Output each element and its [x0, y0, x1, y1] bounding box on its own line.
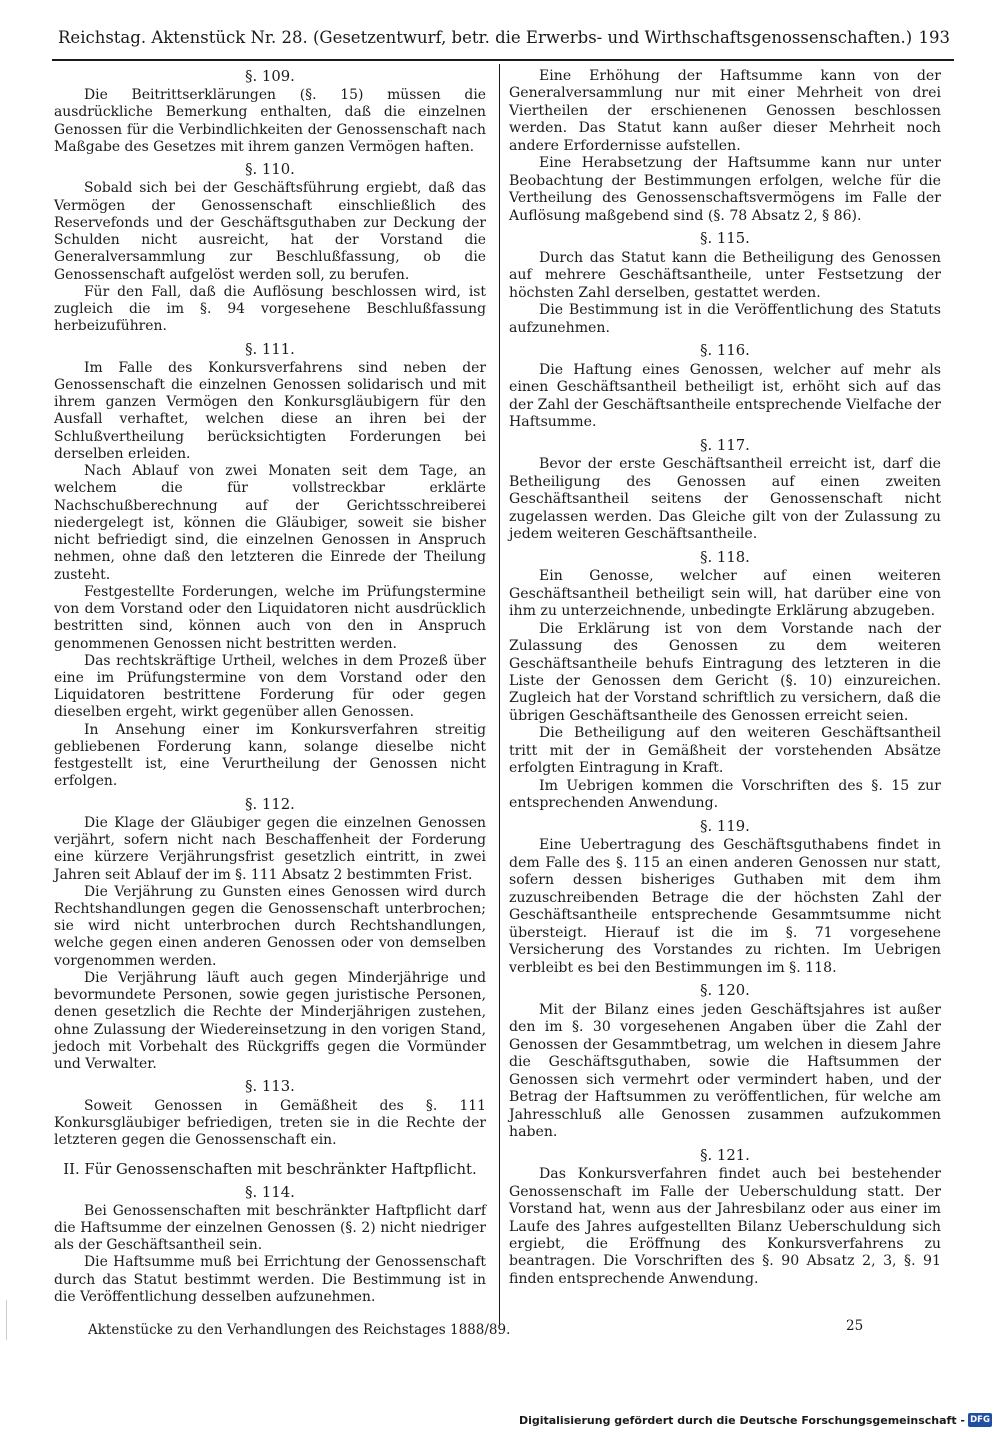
paragraph: Die Verjährung zu Gunsten eines Genossen wird durch Rechtshandlungen gegen die Genossenschaft unterbrochen; sie wird nicht unterbrochen durch Rechtshandlungen, welche gegen einen anderen Genossen oder von demselben vorgenommen werden. [54, 883, 486, 969]
paragraph: Das Konkursverfahren findet auch bei bestehender Genossenschaft im Falle der Ueberschuldung statt. Der Vorstand hat, wenn aus der Jahresbilanz oder aus einer im Laufe des Jahres aufgestellten Bilanz Ueberschuldung sich ergiebt, die Eröffnung des Konkursverfahrens zu beantragen. Die Vorschriften des §. 90 Absatz 2, 3, §. 91 finden entsprechende Anwendung. [509, 1166, 941, 1287]
running-header [58, 26, 950, 56]
paragraph: Die Bestimmung ist in die Veröffentlichung des Statuts aufzunehmen. [509, 302, 941, 336]
paragraph: In Ansehung einer im Konkursverfahren streitig gebliebenen Forderung kann, solange dieselbe nicht festgestellt ist, eine Verurtheilung der Genossen nicht erfolgen. [54, 721, 486, 790]
paragraph: Für den Fall, daß die Auflösung beschlossen wird, ist zugleich die im §. 94 vorgesehene Beschlußfassung herbeizuführen. [54, 283, 486, 335]
page-number: 193 [918, 28, 950, 47]
section-heading: §. 117. [700, 436, 750, 454]
paragraph: Nach Ablauf von zwei Monaten seit dem Tage, an welchem die für vollstreckbar erklärte Nachschußberechnung auf der Gerichtsschreiberei niedergelegt ist, können die Gläubiger, soweit sie bisher nicht befriedigt sind, die einzelnen Genossen in Anspruch nehmen, ohne daß den letzteren die Einrede der Theilung zusteht. [54, 463, 486, 583]
section-heading: §. 109. [245, 68, 295, 85]
section-heading: §. 113. [245, 1078, 295, 1096]
subsection-heading: II. Für Genossenschaften mit beschränkter Haftpflicht. [63, 1161, 477, 1179]
paragraph: Im Uebrigen kommen die Vorschriften des §. 15 zur entsprechenden Anwendung. [509, 777, 941, 812]
section-heading: §. 110. [245, 161, 295, 179]
section-heading: §. 118. [700, 548, 750, 566]
dfg-logo-icon: DFG [968, 1413, 992, 1427]
paragraph: Sobald sich bei der Geschäftsführung ergiebt, daß das Vermögen der Genossenschaft einschließlich des Reservefonds und der Geschäftsguthaben zur Deckung der Schulden nicht ausreicht, hat der Vorstand die Generalversammlung zur Beschlußfassung, ob die Genossenschaft aufgelöst werden soll, zu berufen. [54, 180, 486, 283]
header-rule [52, 59, 954, 61]
section-heading: §. 116. [700, 342, 750, 360]
section-heading: §. 119. [700, 817, 750, 835]
credit-text: Digitalisierung gefördert durch die Deutsche Forschungsgemeinschaft - [518, 1413, 965, 1427]
section-heading: §. 111. [245, 340, 295, 358]
paragraph: Die Erklärung ist von dem Vorstande nach der Zulassung des Genossen zu dem weiteren Geschäftsantheile behufs Eintragung des letzteren in die Liste der Genossen dem Gericht (§. 10) einzureichen. Zugleich hat der Vorstand schriftlich zu versichern, daß die übrigen Geschäftsantheile des Genossen erreicht seien. [509, 620, 941, 724]
paragraph: Bei Genossenschaften mit beschränkter Haftpflicht darf die Haftsumme der einzelnen Genossen (§. 2) nicht niedriger als der Geschäftsantheil sein. [54, 1202, 486, 1254]
paragraph: Das rechtskräftige Urtheil, welches in dem Prozeß über eine im Prüfungstermine von dem Vorstand oder den Liquidatoren bestrittene Forderung für oder gegen dieselben ergeht, wirkt gegenüber allen Genossen. [54, 652, 486, 721]
column-divider [499, 64, 500, 1326]
paragraph: Eine Herabsetzung der Haftsumme kann nur unter Beobachtung der Bestimmungen erfolgen, welche für die Vertheilung des Genossenschaftsvermögens im Falle der Auflösung maßgebend sind (§. 78 Absatz 2, § 86). [509, 155, 941, 224]
paragraph: Durch das Statut kann die Betheiligung des Genossen auf mehrere Geschäftsantheile, unter Festsetzung der höchsten Zahl derselben, gestattet werden. [509, 249, 941, 301]
paragraph: Ein Genosse, welcher auf einen weiteren Geschäftsantheil betheiligt sein will, hat darüber eine von ihm zu unterzeichnende, unbedingte Erklärung abzugeben. [509, 568, 941, 620]
source-note: Aktenstücke zu den Verhandlungen des Reichstages 1888/89. [88, 1322, 511, 1338]
paragraph: Bevor der erste Geschäftsantheil erreicht ist, darf die Betheiligung des Genossen auf einen zweiten Geschäftsantheil seitens der Genossenschaft nicht zugelassen werden. Das Gleiche gilt von der Zulassung zu jedem weiteren Geschäftsantheile. [509, 456, 941, 543]
paragraph: Die Beitrittserklärungen (§. 15) müssen die ausdrückliche Bemerkung enthalten, daß die einzelnen Genossen für die Verbindlichkeiten der Genossenschaft nach Maßgabe des Gesetzes mit ihrem ganzen Vermögen haften. [54, 87, 486, 155]
section-heading: §. 115. [700, 230, 750, 248]
paragraph: Eine Erhöhung der Haftsumme kann von der Generalversammlung nur mit einer Mehrheit von drei Viertheilen der erschienenen Genossen beschlossen werden. Das Statut kann außer dieser Mehrheit noch andere Erfordernisse aufstellen. [509, 68, 941, 154]
paragraph: Festgestellte Forderungen, welche im Prüfungstermine von dem Vorstand oder den Liquidatoren nicht ausdrücklich bestritten sind, können auch von den in Anspruch genommenen Genossen nicht bestritten werden. [54, 583, 486, 652]
paragraph: Die Haftsumme muß bei Errichtung der Genossenschaft durch das Statut bestimmt werden. Die Bestimmung ist in die Veröffentlichung desselben aufzunehmen. [54, 1254, 486, 1305]
sheet-number: 25 [846, 1318, 864, 1334]
paragraph: Eine Uebertragung des Geschäftsguthabens findet in dem Falle des §. 115 an einen anderen Genossen nur statt, sofern dessen bisheriges Guthaben mit dem ihm zuzuschreibenden Betrage die der höchsten Zahl der Geschäftsantheile entsprechende Gesammtsumme nicht übersteigt. Hierauf ist die im §. 71 vorgesehene Versicherung des Vorstandes zu richten. Im Uebrigen verbleibt es bei den Bestimmungen im §. 118. [509, 837, 941, 976]
running-title: Reichstag. Aktenstück Nr. 28. (Gesetzentwurf, betr. die Erwerbs- und Wirthschaftsgenossenschaften.) [58, 28, 913, 47]
paragraph: Die Betheiligung auf den weiteren Geschäftsantheil tritt mit der in Gemäßheit der vorstehenden Absätze erfolgten Eintragung in Kraft. [509, 725, 941, 777]
paragraph: Die Verjährung läuft auch gegen Minderjährige und bevormundete Personen, sowie gegen juristische Personen, denen gesetzlich die Rechte der Minderjährigen zustehen, ohne Zulassung der Wiedereinsetzung in den vorigen Stand, jedoch mit Vorbehalt des Rückgriffs gegen die Vormünder und Verwalter. [54, 969, 486, 1073]
left-column [54, 68, 486, 1306]
digitization-credit [519, 1412, 992, 1428]
section-heading: §. 112. [245, 795, 295, 813]
right-column [509, 68, 941, 1288]
scan-edge-mark [6, 1300, 7, 1340]
paragraph: Mit der Bilanz eines jeden Geschäftsjahres ist außer den im §. 30 vorgesehenen Angaben über die Zahl der Genossen der Gesammtbetrag, um welchen in diesem Jahre die Geschäftsguthaben, sowie die Haftsummen der Genossen sich vermehrt oder vermindert haben, und der Betrag der Haftsummen zu veröffentlichen, für welche am Jahresschluß alle Genossen zusammen aufzukommen haben. [509, 1001, 941, 1141]
paragraph: Soweit Genossen in Gemäßheit des §. 111 Konkursgläubiger befriedigen, treten sie in die Rechte der letzteren gegen die Genossenschaft ein. [54, 1097, 486, 1149]
section-heading: §. 114. [245, 1183, 295, 1201]
paragraph: Die Haftung eines Genossen, welcher auf mehr als einen Geschäftsantheil betheiligt ist, erhöht sich auf das der Zahl der Geschäftsantheile entsprechende Vielfache der Haftsumme. [509, 361, 941, 431]
paragraph: Die Klage der Gläubiger gegen die einzelnen Genossen verjährt, sofern nicht nach Beschaffenheit der Forderung eine kürzere Verjährungsfrist gesetzlich eintritt, in zwei Jahren seit Ablauf der im §. 111 Absatz 2 bestimmten Frist. [54, 814, 486, 883]
section-heading: §. 120. [700, 982, 750, 1000]
paragraph: Im Falle des Konkursverfahrens sind neben der Genossenschaft die einzelnen Genossen solidarisch und mit ihrem ganzen Vermögen den Konkursgläubigern für den Ausfall verhaftet, welchen diese an ihren bei der Schlußvertheilung berücksichtigten Forderungen bei derselben erleiden. [54, 359, 486, 462]
section-heading: §. 121. [700, 1146, 750, 1164]
